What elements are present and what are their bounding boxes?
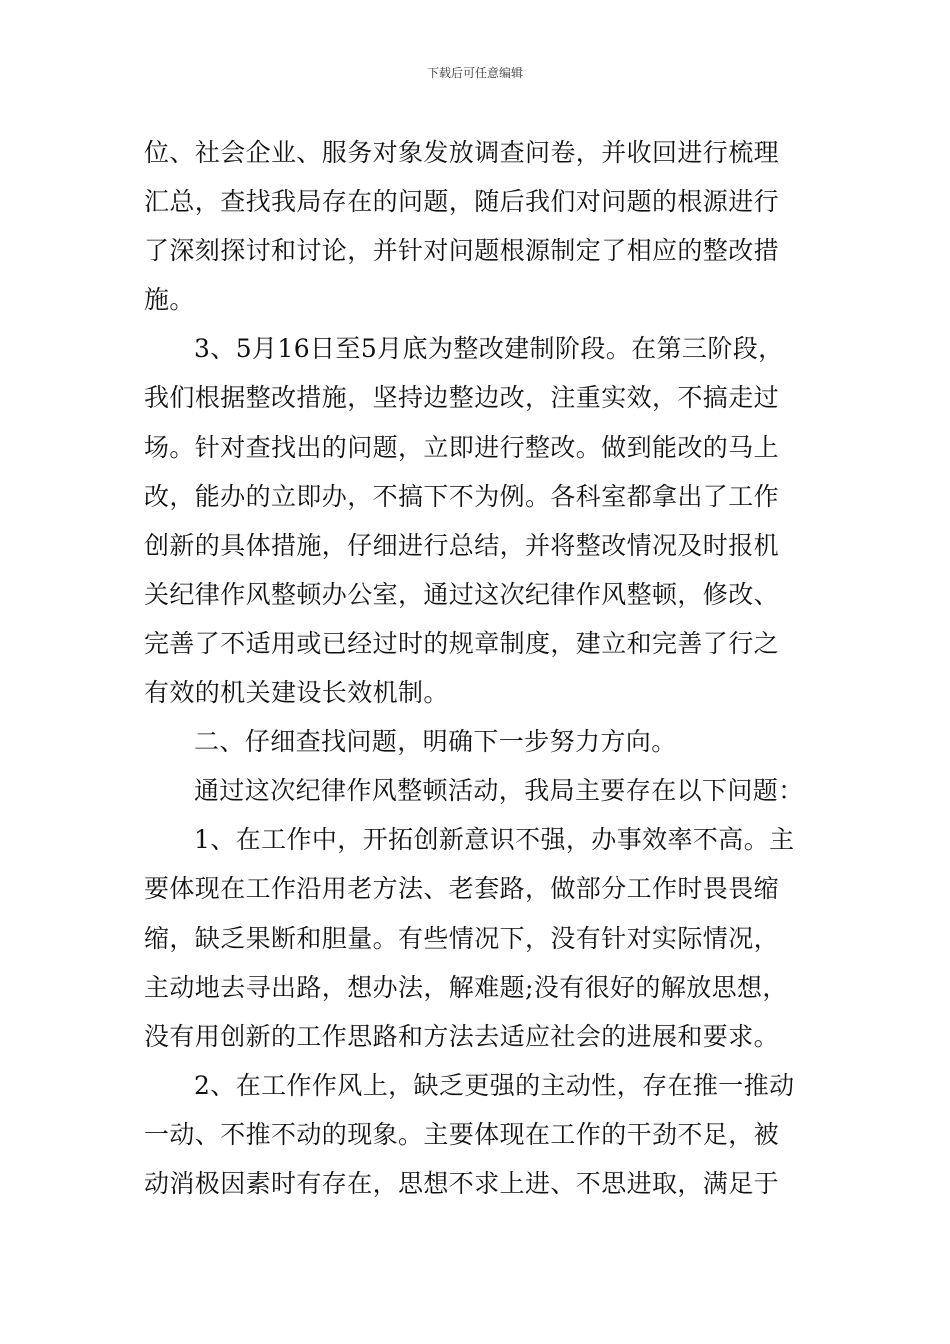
text-line: 创新的具体措施，仔细进行总结，并将整改情况及时报机 <box>144 530 780 560</box>
text-line: 没有用创新的工作思路和方法去适应社会的进展和要求。 <box>144 1021 780 1051</box>
text-line: 动消极因素时有存在，思想不求上进、不思进取，满足于 <box>144 1168 780 1198</box>
text-line: 主动地去寻出路，想办法，解难题;没有很好的解放思想， <box>144 972 788 1002</box>
text-line: 完善了不适用或已经过时的规章制度，建立和完善了行之 <box>144 628 780 658</box>
document-body <box>144 128 808 1208</box>
text-line: 施。 <box>144 285 195 315</box>
header-text: 下载后可任意编辑 <box>426 66 523 80</box>
text-line: 通过这次纪律作风整顿活动，我局主要存在以下问题： <box>194 776 804 806</box>
text-line: 汇总，查找我局存在的问题，随后我们对问题的根源进行 <box>144 187 780 217</box>
text-line: 1、在工作中，开拓创新意识不强，办事效率不高。主 <box>194 825 795 855</box>
text-line: 要体现在工作沿用老方法、老套路，做部分工作时畏畏缩 <box>144 874 780 904</box>
text-line: 有效的机关建设长效机制。 <box>144 678 449 708</box>
text-line: 二、仔细查找问题，明确下一步努力方向。 <box>194 727 677 757</box>
text-line: 位、社会企业、服务对象发放调查问卷，并收回进行梳理 <box>144 138 780 167</box>
text-line: 了深刻探讨和讨论，并针对问题根源制定了相应的整改措 <box>144 236 780 266</box>
text-line: 3、5月16日至5月底为整改建制阶段。在第三阶段， <box>194 334 784 364</box>
text-line: 一动、不推不动的现象。主要体现在工作的干劲不足，被 <box>144 1119 780 1149</box>
text-line: 改，能办的立即办，不搞下不为例。各科室都拿出了工作 <box>144 481 780 511</box>
text-line: 关纪律作风整顿办公室，通过这次纪律作风整顿，修改、 <box>144 579 780 609</box>
text-line: 我们根据整改措施，坚持边整边改，注重实效，不搞走过 <box>144 383 780 413</box>
text-line: 2、在工作作风上，缺乏更强的主动性，存在推一推动 <box>194 1070 795 1100</box>
text-line: 场。针对查找出的问题，立即进行整改。做到能改的马上 <box>144 432 780 462</box>
page-header <box>0 64 950 82</box>
text-line: 缩，缺乏果断和胆量。有些情况下，没有针对实际情况， <box>144 923 780 953</box>
